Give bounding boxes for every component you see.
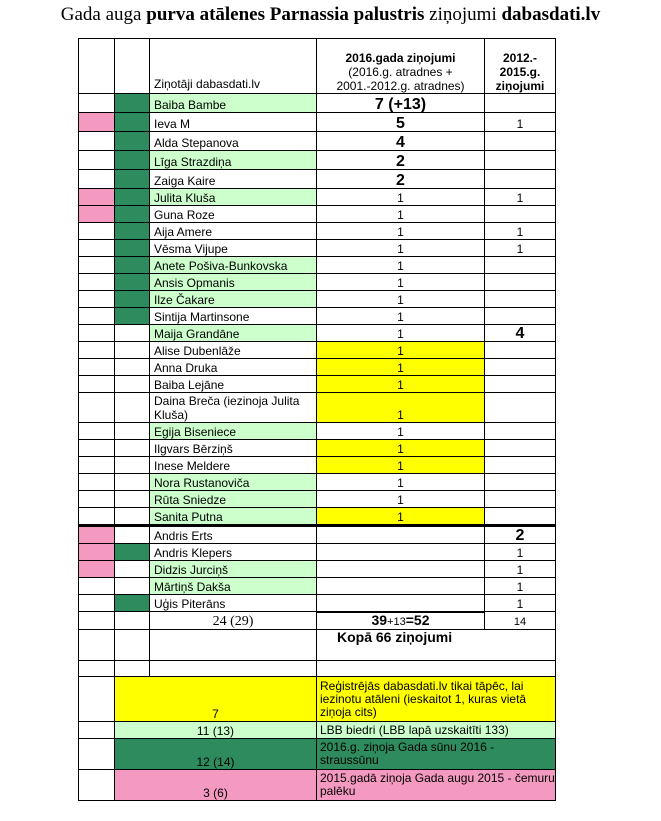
- table-row: [79, 359, 556, 376]
- count-2016: 1: [317, 240, 485, 257]
- title-species: purva atālenes Parnassia palustris: [146, 4, 425, 25]
- reporter-name: Uģis Piterāns: [150, 595, 317, 612]
- marker-cell-2016: [115, 393, 150, 423]
- table-row: [79, 342, 556, 359]
- reporter-name: Andris Klepers: [150, 544, 317, 561]
- grand-total: Kopā 66 ziņojumi: [317, 630, 556, 661]
- header-2016-title: 2016.gada ziņojumi: [345, 51, 456, 65]
- count-2016: [317, 595, 485, 612]
- legend-text: 2015.gadā ziņoja Gada augu 2015 - čemuru palēku: [317, 770, 556, 801]
- marker-cell-2016: [115, 359, 150, 376]
- legend-row: [79, 677, 556, 722]
- reporter-name: Baiba Lejāne: [150, 376, 317, 393]
- header-cell-marker2: [115, 39, 150, 94]
- reporter-name: Andris Erts: [150, 526, 317, 544]
- count-2016: 1: [317, 393, 485, 423]
- reporter-name: Daina Breča (iezinoja Julita Kluša): [150, 393, 317, 423]
- reporter-name: Egija Biseniece: [150, 423, 317, 440]
- table-row: [79, 189, 556, 206]
- reporter-name: Mārtiņš Dakša: [150, 578, 317, 595]
- table-row: [79, 578, 556, 595]
- legend-empty-1: [79, 739, 115, 770]
- total-2016: [317, 612, 485, 630]
- count-2012-2015: 1: [485, 578, 556, 595]
- grand-empty-1: [79, 630, 115, 661]
- legend-count: 12 (14): [115, 739, 317, 770]
- count-2012-2015: [485, 457, 556, 474]
- marker-cell-2016: [115, 151, 150, 170]
- table-header: [79, 39, 556, 94]
- count-2016: 1: [317, 223, 485, 240]
- count-2012-2015: [485, 151, 556, 170]
- marker-cell-2015: [79, 274, 115, 291]
- marker-cell-2015: [79, 94, 115, 113]
- count-2012-2015: [485, 508, 556, 526]
- reporter-name: Nora Rustanoviča: [150, 474, 317, 491]
- marker-cell-2016: [115, 457, 150, 474]
- marker-cell-2016: [115, 561, 150, 578]
- count-2012-2015: 1: [485, 561, 556, 578]
- marker-cell-2016: [115, 189, 150, 206]
- count-2012-2015: [485, 291, 556, 308]
- count-2016: 7 (+13): [317, 94, 485, 113]
- marker-cell-2016: [115, 474, 150, 491]
- marker-cell-2016: [115, 595, 150, 612]
- legend-row: [79, 739, 556, 770]
- header-2012: 2012.- 2015.g. ziņojumi: [485, 39, 556, 94]
- marker-cell-2015: [79, 376, 115, 393]
- marker-cell-2015: [79, 257, 115, 274]
- count-2012-2015: [485, 423, 556, 440]
- count-2012-2015: 1: [485, 240, 556, 257]
- count-2016: [317, 526, 485, 544]
- reporter-name: Aija Amere: [150, 223, 317, 240]
- marker-cell-2016: [115, 376, 150, 393]
- table-row: [79, 457, 556, 474]
- count-2016: [317, 544, 485, 561]
- grand-empty-2: [115, 630, 150, 661]
- count-2012-2015: [485, 376, 556, 393]
- count-2012-2015: [485, 274, 556, 291]
- marker-cell-2015: [79, 308, 115, 325]
- reports-table: [78, 38, 556, 801]
- total-2016-extra: +13: [387, 616, 406, 628]
- marker-cell-2016: [115, 206, 150, 223]
- marker-cell-2016: [115, 291, 150, 308]
- count-2016: 1: [317, 508, 485, 526]
- spacer-4: [317, 661, 556, 677]
- count-2016: 1: [317, 274, 485, 291]
- spacer-3: [150, 661, 317, 677]
- reporter-name: Ansis Opmanis: [150, 274, 317, 291]
- marker-cell-2016: [115, 491, 150, 508]
- header-2016-sub: (2016.g. atradnes + 2001.-2012.g. atradnes): [336, 65, 465, 93]
- table-row: [79, 113, 556, 132]
- marker-cell-2015: [79, 189, 115, 206]
- reporter-name: Sanita Putna: [150, 508, 317, 526]
- marker-cell-2016: [115, 274, 150, 291]
- spacer-row: [79, 661, 556, 677]
- count-2016: 1: [317, 257, 485, 274]
- reporter-name: Maija Grandāne: [150, 325, 317, 342]
- marker-cell-2016: [115, 257, 150, 274]
- count-2016: [317, 578, 485, 595]
- table-row: [79, 544, 556, 561]
- table-row: [79, 257, 556, 274]
- count-2016: 1: [317, 342, 485, 359]
- count-2012-2015: [485, 308, 556, 325]
- marker-cell-2015: [79, 508, 115, 526]
- count-2012-2015: 1: [485, 544, 556, 561]
- count-2012-2015: 1: [485, 189, 556, 206]
- table-row: [79, 526, 556, 544]
- total-2016-main: 39: [371, 612, 388, 628]
- marker-cell-2015: [79, 578, 115, 595]
- reporter-name: Julita Kluša: [150, 189, 317, 206]
- marker-cell-2016: [115, 440, 150, 457]
- count-2012-2015: [485, 94, 556, 113]
- table-row: [79, 561, 556, 578]
- title-prefix: Gada auga: [60, 4, 147, 25]
- marker-cell-2015: [79, 151, 115, 170]
- count-2016: 1: [317, 206, 485, 223]
- table-row: [79, 308, 556, 325]
- table-row: [79, 170, 556, 189]
- marker-cell-2016: [115, 325, 150, 342]
- count-2012-2015: [485, 440, 556, 457]
- count-2016: 1: [317, 474, 485, 491]
- reporter-name: Inese Meldere: [150, 457, 317, 474]
- grand-empty-3: [150, 630, 317, 661]
- table-row: [79, 291, 556, 308]
- total-2016-sum: =52: [405, 612, 430, 628]
- reporter-name: Alda Stepanova: [150, 132, 317, 151]
- count-2012-2015: [485, 132, 556, 151]
- marker-cell-2015: [79, 457, 115, 474]
- legend-empty-1: [79, 677, 115, 722]
- spacer-1: [79, 661, 115, 677]
- table-row: [79, 508, 556, 526]
- marker-cell-2015: [79, 544, 115, 561]
- count-2012-2015: [485, 206, 556, 223]
- table-row: [79, 94, 556, 113]
- marker-cell-2015: [79, 561, 115, 578]
- reporter-name: Zaiga Kaire: [150, 170, 317, 189]
- table-row: [79, 274, 556, 291]
- table-row: [79, 491, 556, 508]
- title-site: dabasdati.lv: [501, 4, 601, 25]
- reporter-name: Vēsma Vijupe: [150, 240, 317, 257]
- reporter-name: Anna Druka: [150, 359, 317, 376]
- count-2012-2015: 1: [485, 113, 556, 132]
- legend-row: [79, 722, 556, 739]
- legend-text: Reģistrējās dabasdati.lv tikai tāpēc, lai iezinotu atāleni (ieskaitot 1, kuras vietā ziņoja cits): [317, 677, 556, 722]
- count-2012-2015: 2: [485, 526, 556, 544]
- legend-count: 11 (13): [115, 722, 317, 739]
- count-2012-2015: 4: [485, 325, 556, 342]
- reporter-name: Guna Roze: [150, 206, 317, 223]
- marker-cell-2015: [79, 291, 115, 308]
- title-middle: ziņojumi: [424, 4, 502, 25]
- count-2012-2015: [485, 474, 556, 491]
- marker-cell-2015: [79, 223, 115, 240]
- marker-cell-2016: [115, 308, 150, 325]
- totals-empty-2: [115, 612, 150, 630]
- marker-cell-2015: [79, 393, 115, 423]
- spacer-2: [115, 661, 150, 677]
- header-names: Ziņotāji dabasdati.lv: [150, 39, 317, 94]
- legend-count: 3 (6): [115, 770, 317, 801]
- count-2016: 1: [317, 491, 485, 508]
- reporter-name: Didzis Jurciņš: [150, 561, 317, 578]
- count-2012-2015: [485, 342, 556, 359]
- page-title: [0, 4, 661, 26]
- count-2012-2015: 1: [485, 223, 556, 240]
- table-row: [79, 595, 556, 612]
- count-2012-2015: [485, 393, 556, 423]
- table-row: [79, 423, 556, 440]
- count-2016: 1: [317, 308, 485, 325]
- count-2016: 1: [317, 423, 485, 440]
- marker-cell-2016: [115, 132, 150, 151]
- marker-cell-2015: [79, 474, 115, 491]
- legend-empty-1: [79, 722, 115, 739]
- marker-cell-2015: [79, 423, 115, 440]
- count-2016: 5: [317, 113, 485, 132]
- marker-cell-2016: [115, 526, 150, 544]
- table-row: [79, 325, 556, 342]
- legend-text: 2016.g. ziņoja Gada sūnu 2016 - straussūnu: [317, 739, 556, 770]
- count-2016: 4: [317, 132, 485, 151]
- marker-cell-2015: [79, 440, 115, 457]
- marker-cell-2015: [79, 240, 115, 257]
- count-2016: 1: [317, 359, 485, 376]
- count-2012-2015: [485, 170, 556, 189]
- grand-total-row: [79, 630, 556, 661]
- marker-cell-2015: [79, 170, 115, 189]
- total-2012-2015: 14: [485, 612, 556, 630]
- marker-cell-2015: [79, 132, 115, 151]
- count-2012-2015: [485, 491, 556, 508]
- reporter-name: Līga Strazdiņa: [150, 151, 317, 170]
- table-row: [79, 474, 556, 491]
- marker-cell-2015: [79, 595, 115, 612]
- legend-empty-1: [79, 770, 115, 801]
- table-row: [79, 440, 556, 457]
- marker-cell-2016: [115, 508, 150, 526]
- legend-text: LBB biedri (LBB lapā uzskaitīti 133): [317, 722, 556, 739]
- count-2016: 1: [317, 457, 485, 474]
- marker-cell-2016: [115, 578, 150, 595]
- reporter-name: Sintija Martinsone: [150, 308, 317, 325]
- table-row: [79, 132, 556, 151]
- marker-cell-2015: [79, 113, 115, 132]
- count-2016: 1: [317, 189, 485, 206]
- header-cell-marker1: [79, 39, 115, 94]
- reporter-name: Alise Dubenlāže: [150, 342, 317, 359]
- legend-row: [79, 770, 556, 801]
- table-row: [79, 240, 556, 257]
- marker-cell-2016: [115, 240, 150, 257]
- names-total: 24 (29): [150, 612, 317, 630]
- marker-cell-2015: [79, 325, 115, 342]
- count-2012-2015: [485, 257, 556, 274]
- reporter-name: Rūta Sniedze: [150, 491, 317, 508]
- reporter-name: Ilgvars Bērziņš: [150, 440, 317, 457]
- table-row: [79, 206, 556, 223]
- legend-count: 7: [115, 677, 317, 722]
- marker-cell-2015: [79, 342, 115, 359]
- table-row: [79, 151, 556, 170]
- header-2016: [317, 39, 485, 94]
- count-2016: [317, 561, 485, 578]
- marker-cell-2016: [115, 544, 150, 561]
- count-2016: 1: [317, 325, 485, 342]
- count-2016: 1: [317, 440, 485, 457]
- count-2012-2015: [485, 359, 556, 376]
- table-row: [79, 376, 556, 393]
- totals-row: [79, 612, 556, 630]
- marker-cell-2015: [79, 491, 115, 508]
- marker-cell-2015: [79, 206, 115, 223]
- totals-empty-1: [79, 612, 115, 630]
- count-2016: 1: [317, 291, 485, 308]
- marker-cell-2016: [115, 113, 150, 132]
- count-2016: 2: [317, 170, 485, 189]
- marker-cell-2015: [79, 526, 115, 544]
- count-2012-2015: 1: [485, 595, 556, 612]
- count-2016: 2: [317, 151, 485, 170]
- marker-cell-2016: [115, 223, 150, 240]
- marker-cell-2015: [79, 359, 115, 376]
- marker-cell-2016: [115, 94, 150, 113]
- marker-cell-2016: [115, 423, 150, 440]
- marker-cell-2016: [115, 170, 150, 189]
- table-row: [79, 223, 556, 240]
- count-2016: 1: [317, 376, 485, 393]
- reporter-name: Baiba Bambe: [150, 94, 317, 113]
- reporter-name: Ilze Čakare: [150, 291, 317, 308]
- reporter-name: Anete Pošiva-Bunkovska: [150, 257, 317, 274]
- marker-cell-2016: [115, 342, 150, 359]
- table-row: [79, 393, 556, 423]
- reporter-name: Ieva M: [150, 113, 317, 132]
